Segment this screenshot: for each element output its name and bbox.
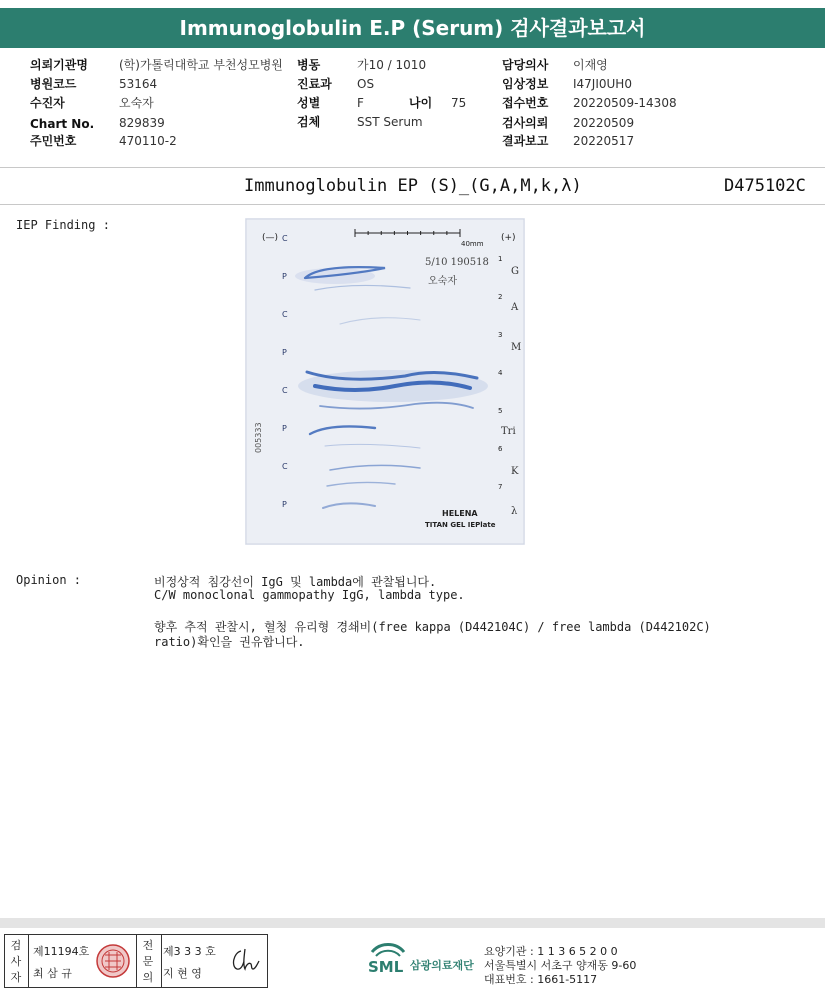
antiserum-label: Tri — [501, 426, 516, 437]
divider-test — [0, 204, 825, 205]
sml-logo-icon — [366, 940, 410, 980]
handwritten-name: 오숙자 — [428, 276, 457, 287]
trough-number: 1 — [498, 255, 503, 263]
report-date-label: 결과보고 — [502, 134, 549, 148]
ward-value: 가10 / 1010 — [357, 58, 427, 72]
resident-no-value: 470110-2 — [119, 134, 177, 148]
signature-icon — [227, 945, 263, 977]
svg-text:전문의: 전 문 의 — [142, 939, 154, 984]
chart-no-label: Chart No. — [30, 117, 95, 131]
specimen-label: 검체 — [297, 115, 321, 129]
trough-number: 4 — [498, 369, 503, 377]
opinion-line1: 비정상적 침강선이 IgG 및 lambda에 관찰됩니다. — [154, 575, 437, 589]
clinical-label: 임상정보 — [502, 77, 549, 91]
lane-letter: P — [282, 272, 287, 281]
age-label: 나이 — [409, 96, 433, 110]
department-value: OS — [357, 77, 375, 91]
institution-value: (학)가톨릭대학교 부천성모병원 — [119, 58, 283, 72]
institution-label: 의뢰기관명 — [30, 58, 88, 72]
footer-band — [0, 918, 825, 928]
brand-label: HELENA — [442, 509, 478, 518]
date-code: 5/10 190518 — [425, 257, 489, 268]
request-date-value: 20220509 — [573, 116, 635, 130]
divider-top — [0, 167, 825, 168]
scale-label: 40mm — [461, 240, 484, 248]
trough-number: 5 — [498, 407, 503, 415]
clinical-value: I47JI0UH0 — [573, 77, 632, 91]
ward-label: 병동 — [297, 58, 321, 72]
test-code: D475102C — [724, 176, 806, 196]
license-specialist: 제3 3 3 호 — [163, 945, 216, 958]
official-seal-icon — [95, 943, 131, 979]
trough-number: 6 — [498, 445, 503, 453]
antiserum-label: K — [511, 466, 519, 477]
opinion-line3: 향후 추적 관찰시, 혈청 유리형 경쇄비(free kappa (D442104C) / free lambda (D442102C) — [154, 620, 711, 634]
lane-letter: C — [282, 234, 288, 243]
iep-finding-label: IEP Finding : — [16, 218, 110, 232]
examinee-value: 오숙자 — [119, 96, 154, 110]
antiserum-label: A — [511, 302, 519, 313]
org-phone: 대표번호 : 1661-5117 — [484, 973, 598, 986]
opinion-line4: ratio)확인을 권유합니다. — [154, 635, 305, 649]
trough-number: 3 — [498, 331, 503, 339]
lane-letter: C — [282, 310, 288, 319]
specimen-value: SST Serum — [357, 115, 423, 129]
signature-box — [4, 934, 268, 988]
hospital-code-label: 병원코드 — [30, 77, 77, 91]
lane-letter: P — [282, 348, 287, 357]
report-date-value: 20220517 — [573, 134, 635, 148]
product-label: TITAN GEL IEPlate — [425, 521, 496, 529]
iep-gel-image — [245, 218, 525, 545]
chart-no-value: 829839 — [119, 116, 165, 130]
lane-letter: C — [282, 386, 288, 395]
opinion-label: Opinion : — [16, 573, 82, 587]
doctor-label: 담당의사 — [502, 58, 549, 72]
stamp-label-tester — [7, 937, 25, 987]
name-tester: 최 삼 규 — [33, 967, 72, 980]
org-address: 서울특별시 서초구 양재동 9-60 — [484, 959, 637, 972]
hospital-code-value: 53164 — [119, 77, 158, 91]
request-date-label: 검사의뢰 — [502, 116, 549, 130]
lane-letter: P — [282, 424, 287, 433]
sex-label: 성별 — [297, 96, 321, 110]
gel-svg — [245, 218, 525, 545]
test-name: Immunoglobulin EP (S)_(G,A,M,k,λ) — [244, 176, 582, 196]
name-specialist: 지 현 영 — [163, 967, 202, 980]
band-haze — [298, 370, 488, 402]
receipt-no-value: 20220509-14308 — [573, 96, 677, 110]
svg-text:검사자: 검 사 자 — [10, 939, 22, 984]
receipt-no-label: 접수번호 — [502, 96, 549, 110]
minus-label: (—) — [262, 233, 279, 243]
department-label: 진료과 — [297, 77, 332, 91]
resident-no-label: 주민번호 — [30, 134, 77, 148]
sex-value: F — [357, 96, 364, 110]
trough-number: 2 — [498, 293, 503, 301]
plus-label: (+) — [501, 233, 516, 243]
org-name: 삼광의료재단 — [410, 959, 474, 972]
antiserum-label: λ — [511, 506, 518, 517]
examinee-label: 수진자 — [30, 96, 65, 110]
band-haze — [295, 268, 375, 284]
report-title: Immunoglobulin E.P (Serum) 검사결과보고서 — [0, 8, 825, 48]
age-value: 75 — [451, 96, 467, 110]
antiserum-label: M — [511, 342, 522, 353]
antiserum-label: G — [511, 266, 519, 277]
stamp-label-specialist — [139, 937, 157, 987]
lane-letter: C — [282, 462, 288, 471]
opinion-line2: C/W monoclonal gammopathy IgG, lambda type. — [154, 588, 465, 602]
lane-letter: P — [282, 500, 287, 509]
license-tester: 제11194호 — [33, 945, 90, 958]
svg-text:SML: SML — [368, 958, 404, 976]
doctor-value: 이재영 — [573, 58, 608, 72]
institution-number: 요양기관 : 1 1 3 6 5 2 0 0 — [484, 945, 618, 958]
side-number: 005333 — [254, 422, 263, 453]
trough-number: 7 — [498, 483, 503, 491]
